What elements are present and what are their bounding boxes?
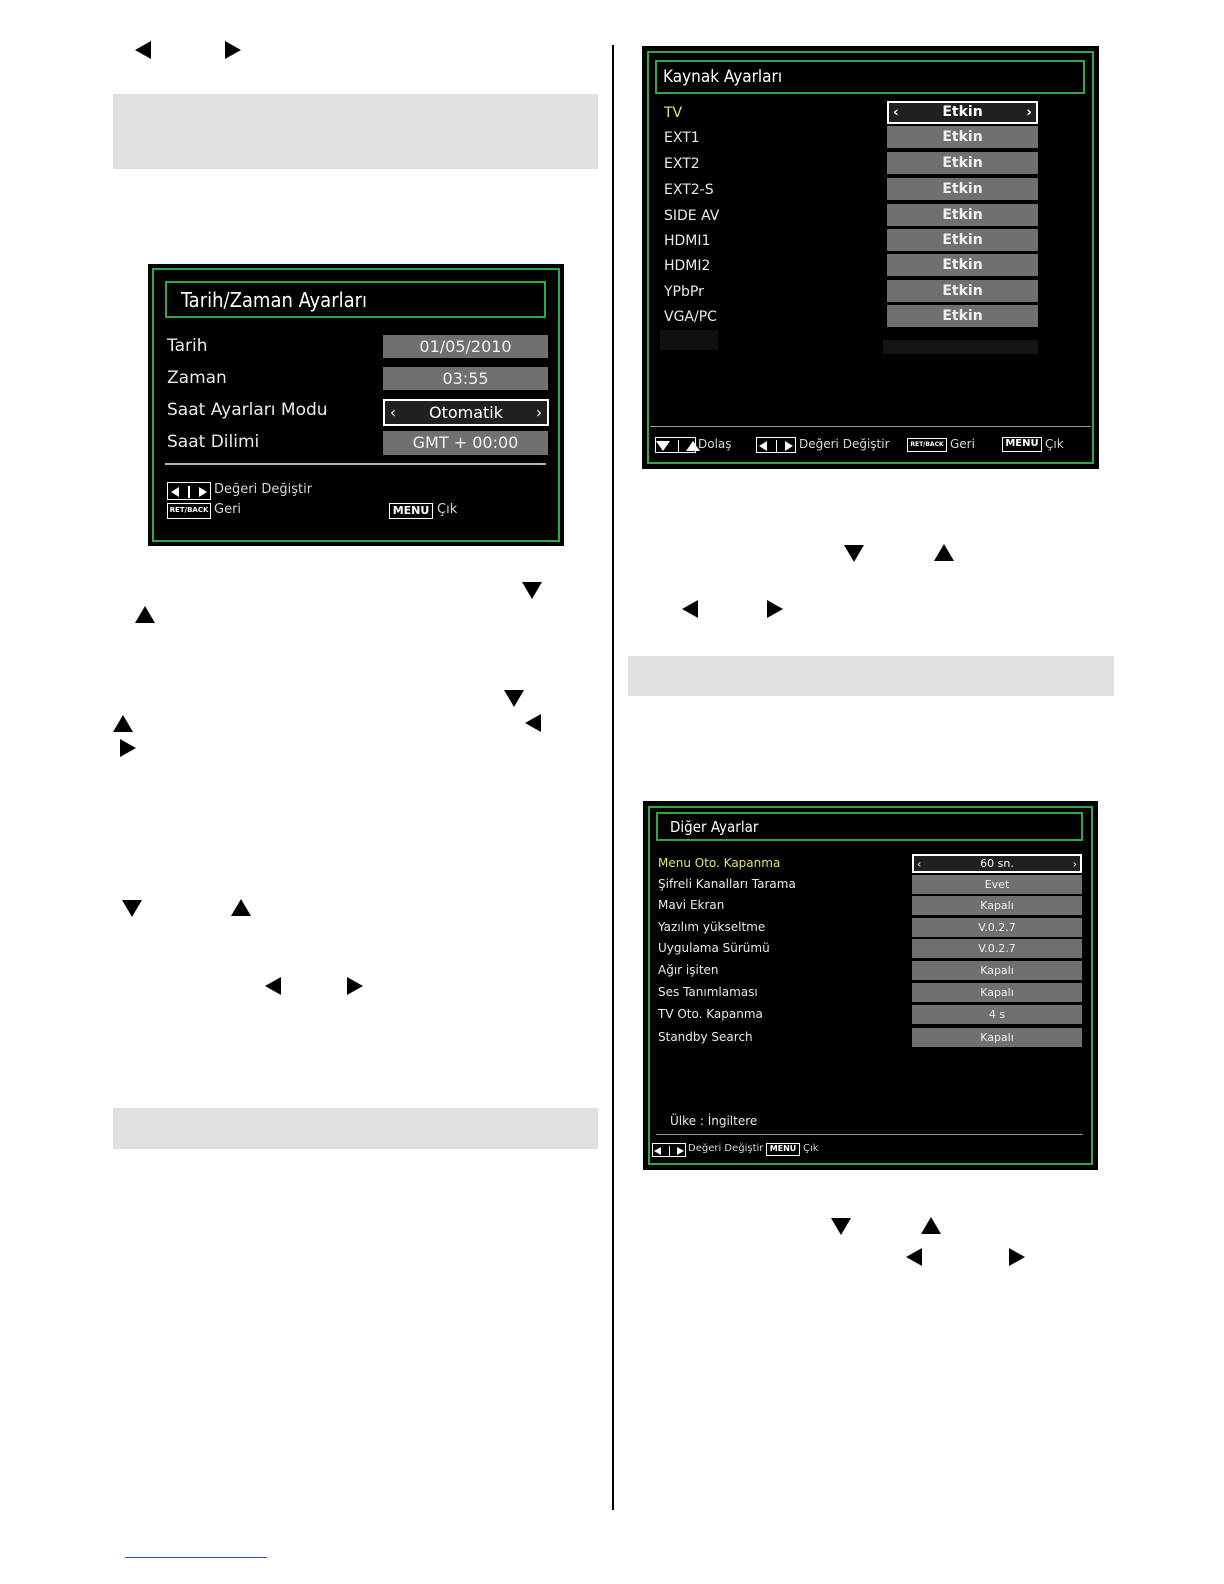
chevron-right-icon[interactable]: › <box>536 403 542 421</box>
setting-value[interactable]: Kapalı <box>912 1028 1082 1047</box>
source-label: HDMI2 <box>664 258 711 274</box>
source-label: HDMI1 <box>664 233 711 249</box>
ret-back-key-icon: RET/BACK <box>167 503 211 519</box>
change-value-hint: Değeri Değiştir <box>688 1143 764 1154</box>
back-hint: Geri <box>950 437 975 451</box>
menu-key-icon: MENU <box>1002 437 1042 452</box>
timezone-value[interactable]: GMT + 00:00 <box>383 431 548 455</box>
setting-value[interactable]: 4 s <box>912 1005 1082 1024</box>
exit-hint: Çık <box>803 1143 819 1154</box>
chevron-left-icon[interactable]: ‹ <box>893 104 899 120</box>
osd-title-box <box>165 281 546 318</box>
setting-label: Mavi Ekran <box>658 898 725 912</box>
setting-value[interactable] <box>912 854 1082 873</box>
exit-hint: Çık <box>437 502 458 517</box>
exit-hint: Çık <box>1045 437 1064 451</box>
osd-divider <box>656 1134 1083 1135</box>
setting-label: Ses Tanımlaması <box>658 985 758 999</box>
time-value[interactable]: 03:55 <box>383 367 548 390</box>
kaynak-osd <box>642 46 1099 469</box>
setting-label: Standby Search <box>658 1030 753 1044</box>
source-status-value[interactable]: Etkin <box>887 178 1038 200</box>
time-label: Zaman <box>167 368 227 388</box>
down-arrow-icon <box>844 545 864 562</box>
section-heading-bar <box>113 94 598 169</box>
chevron-left-icon[interactable]: ‹ <box>917 857 922 870</box>
setting-label: Uygulama Sürümü <box>658 941 770 955</box>
source-status-text: Etkin <box>942 104 983 120</box>
up-arrow-icon <box>113 715 133 732</box>
clock-mode-value: Otomatik <box>428 403 504 422</box>
setting-value-text: 60 sn. <box>980 857 1014 870</box>
clock-mode-selector[interactable] <box>383 399 549 426</box>
left-arrow-icon <box>265 977 281 995</box>
down-arrow-icon <box>122 900 142 917</box>
timezone-label: Saat Dilimi <box>167 432 260 452</box>
left-arrow-icon <box>682 600 698 618</box>
date-label: Tarih <box>167 336 208 356</box>
down-arrow-icon <box>522 582 542 599</box>
setting-value[interactable]: Evet <box>912 875 1082 894</box>
right-arrow-icon <box>225 41 241 59</box>
empty-label-slot <box>660 330 718 350</box>
source-status-value[interactable]: Etkin <box>887 229 1038 251</box>
left-arrow-icon <box>135 41 151 59</box>
source-status-value[interactable]: Etkin <box>887 254 1038 276</box>
column-divider <box>612 45 614 1510</box>
left-arrow-icon <box>906 1248 922 1266</box>
up-arrow-icon <box>135 606 155 623</box>
right-arrow-icon <box>120 739 136 757</box>
source-label: SIDE AV <box>664 208 720 224</box>
clock-mode-label: Saat Ayarları Modu <box>167 400 328 420</box>
menu-key-icon: MENU <box>389 503 433 519</box>
right-arrow-icon <box>1009 1248 1025 1266</box>
setting-label: Şifreli Kanalları Tarama <box>658 877 796 891</box>
osd-divider <box>650 426 1091 427</box>
left-right-key-icon <box>652 1143 686 1157</box>
date-value[interactable]: 01/05/2010 <box>383 335 548 358</box>
footer-line <box>125 1557 267 1558</box>
menu-key-icon: MENU <box>766 1143 800 1156</box>
source-status-value[interactable] <box>887 101 1038 124</box>
source-status-value[interactable]: Etkin <box>887 152 1038 174</box>
osd-title: Diğer Ayarlar <box>670 817 759 836</box>
chevron-right-icon[interactable]: › <box>1026 104 1032 120</box>
setting-label: Menu Oto. Kapanma <box>658 856 781 870</box>
left-right-key-icon <box>167 482 211 500</box>
country-label: Ülke : İngiltere <box>670 1114 758 1128</box>
up-arrow-icon <box>921 1217 941 1234</box>
setting-label: Yazılım yükseltme <box>658 920 766 934</box>
setting-label: TV Oto. Kapanma <box>658 1007 763 1021</box>
change-value-hint: Değeri Değiştir <box>799 437 890 451</box>
osd-title-box <box>655 60 1085 94</box>
back-hint: Geri <box>214 502 242 517</box>
source-label: TV <box>664 105 683 121</box>
osd-title: Kaynak Ayarları <box>663 67 783 87</box>
right-arrow-icon <box>347 977 363 995</box>
down-arrow-icon <box>831 1218 851 1235</box>
source-status-value[interactable]: Etkin <box>887 280 1038 302</box>
down-arrow-icon <box>504 690 524 707</box>
setting-value[interactable]: Kapalı <box>912 896 1082 915</box>
up-arrow-icon <box>934 544 954 561</box>
source-label: VGA/PC <box>664 309 717 325</box>
left-right-key-icon <box>756 437 796 453</box>
up-arrow-icon <box>231 899 251 916</box>
source-status-value[interactable]: Etkin <box>887 126 1038 148</box>
section-heading-bar <box>113 1108 598 1149</box>
osd-title-box <box>656 812 1083 841</box>
source-label: YPbPr <box>664 284 704 300</box>
chevron-left-icon[interactable]: ‹ <box>390 403 396 421</box>
source-status-value[interactable]: Etkin <box>887 204 1038 226</box>
setting-value[interactable]: V.0.2.7 <box>912 939 1082 958</box>
osd-title: Tarih/Zaman Ayarları <box>181 287 368 312</box>
ret-back-key-icon: RET/BACK <box>907 438 947 452</box>
tarih-zaman-osd <box>148 264 564 546</box>
diger-osd <box>643 801 1098 1170</box>
empty-value-slot <box>883 340 1038 354</box>
source-label: EXT1 <box>664 130 700 146</box>
setting-label: Ağır işiten <box>658 963 719 977</box>
source-label: EXT2 <box>664 156 700 172</box>
section-heading-bar <box>628 656 1114 696</box>
osd-divider <box>165 463 546 465</box>
setting-value[interactable]: Kapalı <box>912 983 1082 1002</box>
setting-value[interactable]: Kapalı <box>912 961 1082 980</box>
chevron-right-icon[interactable]: › <box>1072 857 1077 870</box>
change-value-hint: Değeri Değiştir <box>214 482 313 497</box>
left-arrow-icon <box>525 714 541 732</box>
navigate-hint: Dolaş <box>698 437 732 451</box>
source-label: EXT2-S <box>664 182 714 198</box>
down-up-key-icon <box>655 437 696 453</box>
setting-value[interactable]: V.0.2.7 <box>912 918 1082 937</box>
source-status-value[interactable]: Etkin <box>887 305 1038 327</box>
right-arrow-icon <box>767 600 783 618</box>
